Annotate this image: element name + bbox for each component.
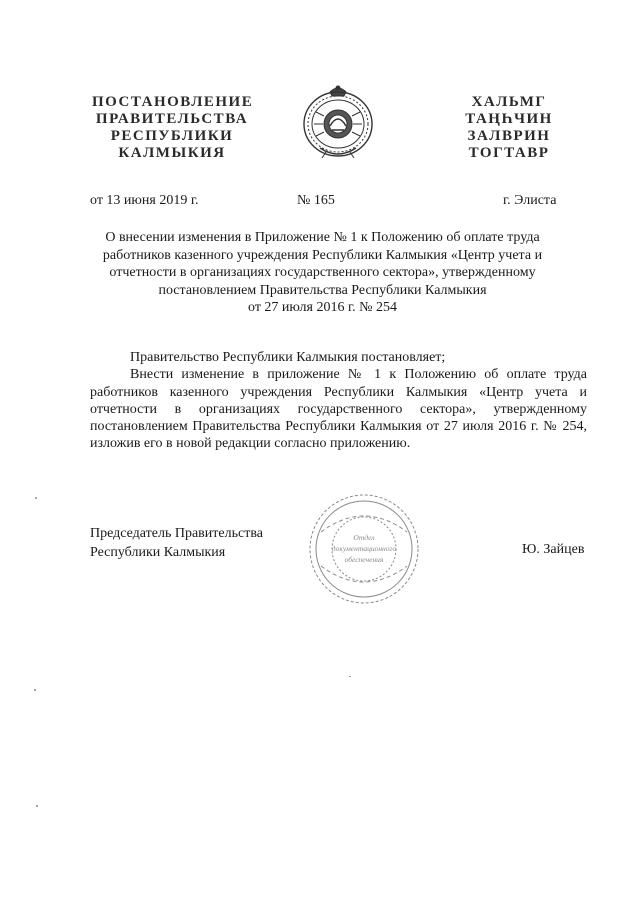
signatory-position-line: Республики Калмыкия bbox=[90, 545, 226, 560]
title-line: постановлением Правительства Республики Калмыкия bbox=[158, 282, 487, 298]
header-left-line: РЕСПУБЛИКИ bbox=[110, 128, 234, 144]
scan-speck bbox=[36, 805, 38, 807]
header-right-line: ХАЛЬМГ bbox=[471, 94, 547, 110]
official-seal-stamp bbox=[307, 492, 421, 606]
scan-speck bbox=[349, 676, 351, 677]
body-paragraph-preamble: Правительство Республики Калмыкия постановляет; bbox=[130, 350, 446, 365]
title-line: от 27 июля 2016 г. № 254 bbox=[248, 300, 397, 315]
header-left-block bbox=[92, 94, 252, 162]
body-paragraph-resolution: Внести изменение в приложение № 1 к Положению об оплате труда работников казенного учреждения Республики Калмыкия «Центр учета и отчетности в организациях государственного сектора», утвержденному постановлением Правительства Республики Калмыкия от 27 июля 2016 г. № 254, изложив его в новой редакции согласно приложению. bbox=[90, 367, 587, 452]
coat-of-arms-icon bbox=[296, 82, 380, 162]
header-right-block bbox=[447, 94, 571, 162]
document-number: № 165 bbox=[297, 193, 335, 208]
header-left-line: ПОСТАНОВЛЕНИЕ bbox=[92, 94, 254, 110]
header-right-line: ТАҢҺЧИН bbox=[465, 111, 553, 127]
document-city: г. Элиста bbox=[503, 193, 557, 208]
header-right-line: ЗАЛВРИН bbox=[467, 128, 551, 144]
header-right-line: ТОГТАВР bbox=[468, 145, 550, 161]
title-line: О внесении изменения в Приложение № 1 к Положению об оплате труда bbox=[105, 230, 540, 245]
signatory-position bbox=[90, 524, 263, 562]
seal-center-line: документационного bbox=[331, 544, 397, 553]
seal-center-line: обеспечения bbox=[344, 555, 384, 564]
scan-speck bbox=[35, 497, 37, 499]
scan-speck bbox=[34, 689, 36, 691]
title-line: работников казенного учреждения Республики Калмыкия «Центр учета и bbox=[102, 247, 543, 263]
document-date: от 13 июня 2019 г. bbox=[90, 193, 199, 208]
header-left-line: КАЛМЫКИЯ bbox=[118, 145, 226, 161]
document-title bbox=[80, 229, 565, 317]
title-line: отчетности в организациях государственного сектора», утвержденному bbox=[109, 265, 536, 280]
signatory-position-line: Председатель Правительства bbox=[90, 526, 263, 541]
document-body bbox=[90, 349, 587, 453]
signatory-name: Ю. Зайцев bbox=[522, 542, 585, 557]
header-left-line: ПРАВИТЕЛЬСТВА bbox=[95, 111, 249, 127]
seal-center-line: Отдел bbox=[353, 533, 375, 542]
